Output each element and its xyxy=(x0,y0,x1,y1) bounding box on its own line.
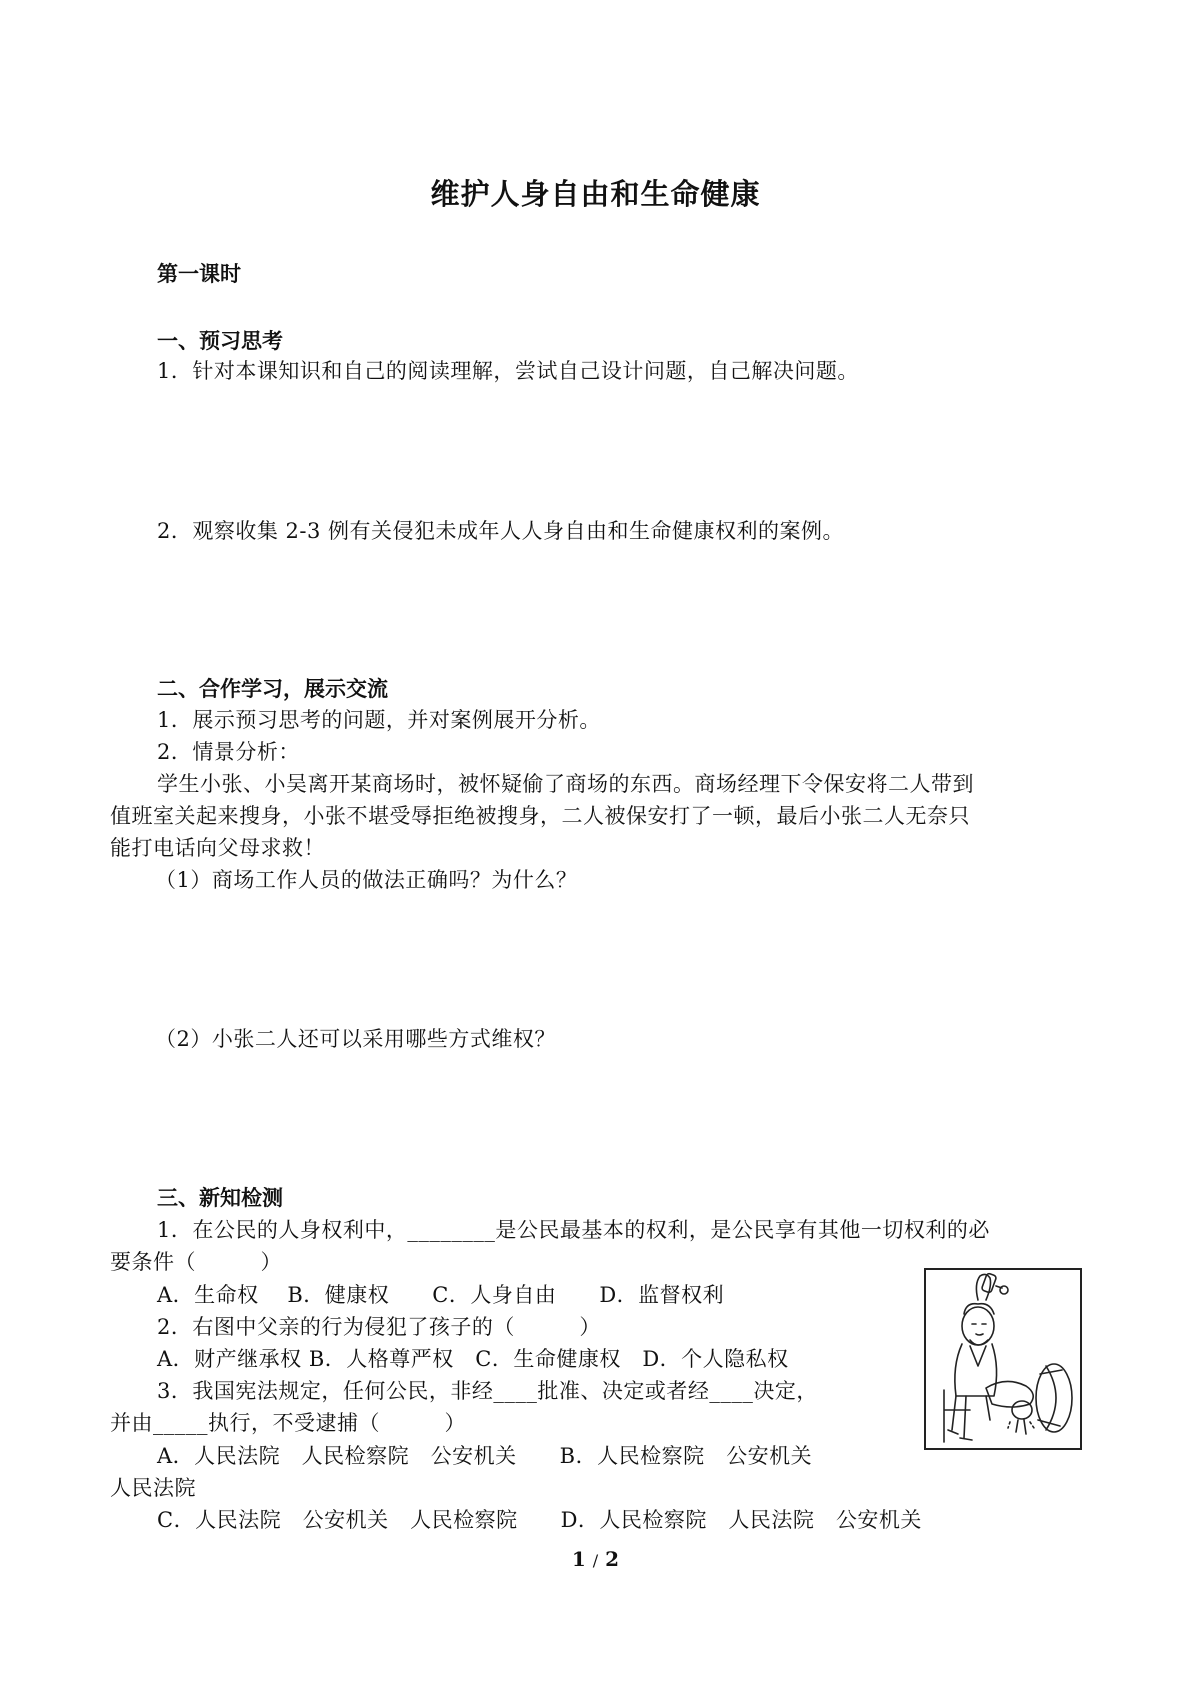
section3-q3-line1: 3．我国宪法规定，任何公民，非经____批准、决定或者经____决定， xyxy=(157,1379,818,1403)
section3-q2-line1: 2．右图中父亲的行为侵犯了孩子的（ ） xyxy=(157,1315,601,1339)
page-current: 1 xyxy=(571,1547,586,1571)
section1-heading: 一、预习思考 xyxy=(157,329,283,353)
scenario-subquestion-2: （2）小张二人还可以采用哪些方式维权？ xyxy=(155,1027,556,1051)
section2-item-1: 1．展示预习思考的问题，并对案例展开分析。 xyxy=(157,708,601,732)
scenario-subquestion-1: （1）商场工作人员的做法正确吗？为什么？ xyxy=(155,868,578,892)
section3-heading: 三、新知检测 xyxy=(157,1186,283,1210)
scenario-line-1: 学生小张、小吴离开某商场时，被怀疑偷了商场的东西。商场经理下令保安将二人带到 xyxy=(157,772,974,796)
section3-q1-line2: 要条件（ ） xyxy=(110,1250,282,1274)
section3-q1-line1: 1．在公民的人身权利中，________是公民最基本的权利，是公民享有其他一切权利的必 xyxy=(157,1218,990,1242)
lesson-label: 第一课时 xyxy=(157,262,241,286)
page-total: 2 xyxy=(605,1547,620,1571)
page-separator: / xyxy=(592,1551,599,1570)
section3-q3-option-ab: A．人民法院 人民检察院 公安机关 B．人民检察院 公安机关 xyxy=(157,1444,813,1468)
section3-q1-options: A．生命权 B．健康权 C．人身自由 D．监督权利 xyxy=(157,1283,725,1307)
section1-question-2: 2．观察收集 2-3 例有关侵犯未成年人人身自由和生命健康权利的案例。 xyxy=(157,519,845,543)
page-number xyxy=(0,1547,1191,1571)
scenario-line-3: 能打电话向父母求救！ xyxy=(110,836,325,860)
page-title: 维护人身自由和生命健康 xyxy=(430,177,761,211)
scenario-line-2: 值班室关起来搜身，小张不堪受辱拒绝被搜身，二人被保安打了一顿，最后小张二人无奈只 xyxy=(110,804,970,828)
section1-question-1: 1．针对本课知识和自己的阅读理解，尝试自己设计问题，自己解决问题。 xyxy=(157,359,859,383)
cartoon-figure xyxy=(924,1268,1082,1450)
section2-heading: 二、合作学习，展示交流 xyxy=(157,677,388,701)
section2-item-2: 2．情景分析： xyxy=(157,740,300,764)
cartoon-drawing xyxy=(926,1270,1080,1448)
section3-q3-option-b-cont: 人民法院 xyxy=(110,1476,196,1500)
section3-q3-option-cd: C．人民法院 公安机关 人民检察院 D．人民检察院 人民法院 公安机关 xyxy=(157,1508,922,1532)
section3-q2-options: A．财产继承权 B．人格尊严权 C．生命健康权 D．个人隐私权 xyxy=(157,1347,789,1371)
section3-q3-line2: 并由_____执行，不受逮捕（ ） xyxy=(110,1411,466,1435)
